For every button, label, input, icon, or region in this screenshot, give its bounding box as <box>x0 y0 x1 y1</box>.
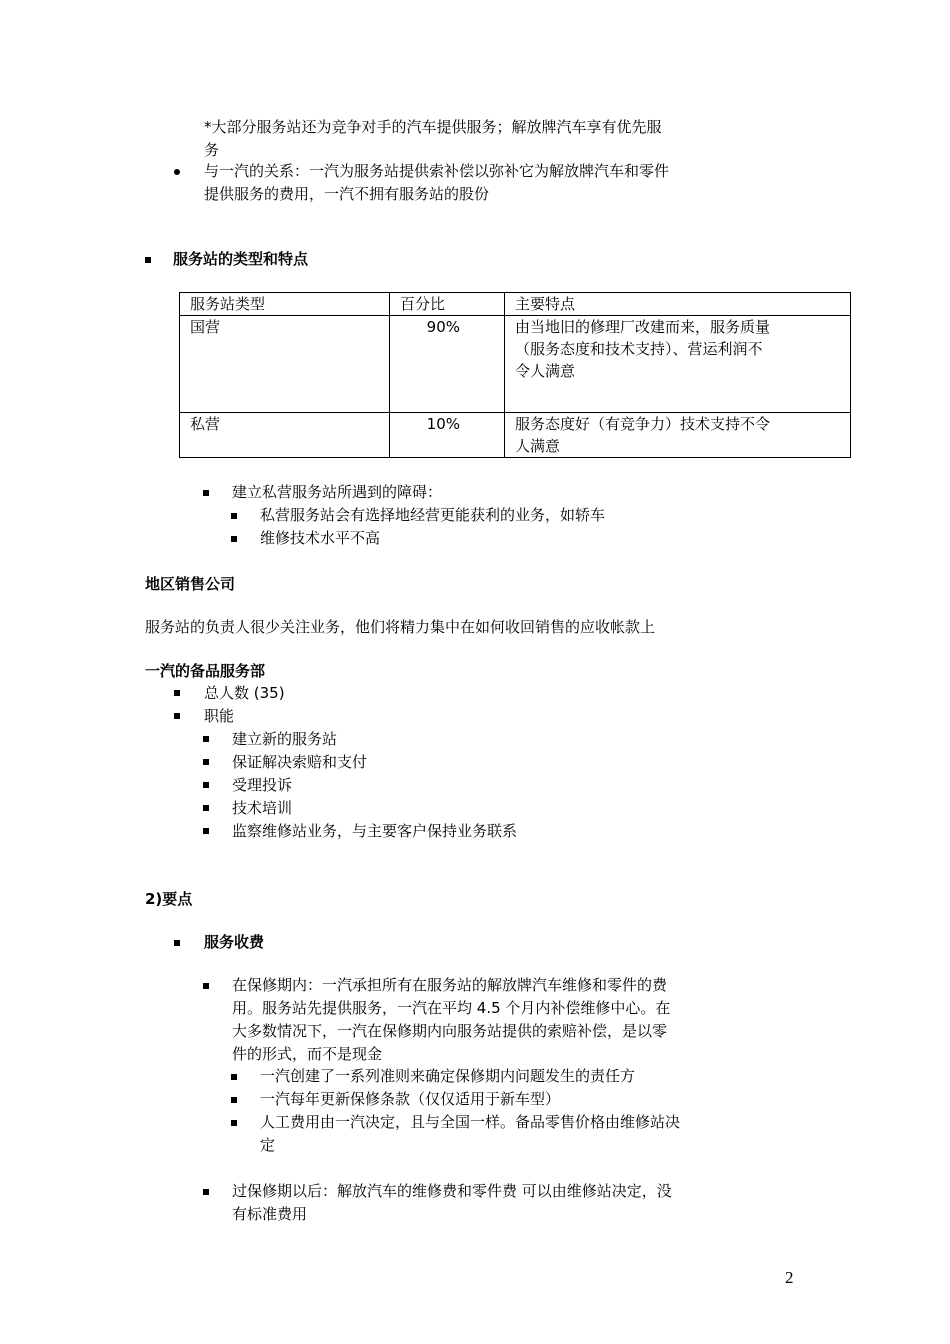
list-item: 受理投诉 <box>232 776 293 794</box>
list-item: 人工费用由一汽决定，且与全国一样。备品零售价格由维修站决 定 <box>260 1113 681 1154</box>
bullet-square-icon <box>203 490 209 496</box>
list-item: 维修技术水平不高 <box>260 529 381 547</box>
bullet-square-icon <box>203 759 209 765</box>
headcount: 总人数 (35) <box>204 684 285 702</box>
list-item: 一汽创建了一系列准则来确定保修期内问题发生的责任方 <box>260 1067 636 1085</box>
types-heading: 服务站的类型和特点 <box>173 250 309 268</box>
bullet-square-icon <box>231 1074 237 1080</box>
parts-dept-heading: 一汽的备品服务部 <box>145 662 266 680</box>
bullet-square-icon <box>203 1189 209 1195</box>
list-item: 技术培训 <box>232 799 293 817</box>
bullet-square-icon <box>203 782 209 788</box>
bullet-square-icon <box>203 736 209 742</box>
table-header-row <box>180 293 851 316</box>
list-item: 监察维修站业务，与主要客户保持业务联系 <box>232 822 518 840</box>
warranty-paragraph: 在保修期内：一汽承担所有在服务站的解放牌汽车维修和零件的费 用。服务站先提供服务，一汽在平均 4.5 个月内补偿维修中心。在 大多数情况下，一汽在保修期内向服务站提供的索赔补偿，是以零 件的形式，而不是现金 <box>232 976 671 1063</box>
list-item: 保证解决索赔和支付 <box>232 753 368 771</box>
page-number: 2 <box>785 1268 794 1287</box>
table-cell-pct: 90% <box>390 316 505 413</box>
bullet-square-icon <box>231 1097 237 1103</box>
regional-heading: 地区销售公司 <box>145 575 236 593</box>
fees-heading: 服务收费 <box>204 933 265 951</box>
bullet-square-icon <box>203 828 209 834</box>
list-item: 私营服务站会有选择地经营更能获利的业务，如轿车 <box>260 506 606 524</box>
list-item: 一汽每年更新保修条款（仅仅适用于新车型） <box>260 1090 561 1108</box>
relation-paragraph: 与一汽的关系：一汽为服务站提供索补偿以弥补它为解放牌汽车和零件 提供服务的费用，一汽不拥有服务站的股份 <box>204 162 670 203</box>
regional-text: 服务站的负责人很少关注业务，他们将精力集中在如何收回销售的应收帐款上 <box>145 618 656 636</box>
table-header-cell: 百分比 <box>390 293 505 316</box>
bullet-square-icon <box>231 1120 237 1126</box>
table-cell-pct: 10% <box>390 413 505 458</box>
service-station-types-table <box>179 292 851 458</box>
table-cell-features: 服务态度好（有竞争力）技术支持不令 人满意 <box>505 413 851 458</box>
table-cell-features: 由当地旧的修理厂改建而来，服务质量 （服务态度和技术支持）、营运利润不 令人满意 <box>505 316 851 413</box>
note-paragraph: *大部分服务站还为竞争对手的汽车提供服务；解放牌汽车享有优先服 务 <box>204 118 662 159</box>
bullet-square-icon <box>231 513 237 519</box>
table-cell-type: 私营 <box>180 413 390 458</box>
table-header-cell: 主要特点 <box>505 293 851 316</box>
bullet-square-icon <box>145 257 151 263</box>
bullet-square-icon <box>174 940 180 946</box>
obstacles-title: 建立私营服务站所遇到的障碍： <box>232 483 443 501</box>
bullet-square-icon <box>203 983 209 989</box>
bullet-square-icon <box>231 536 237 542</box>
table-row <box>180 413 851 458</box>
list-item: 建立新的服务站 <box>232 730 338 748</box>
bullet-dot-icon <box>174 169 180 175</box>
table-row <box>180 316 851 413</box>
table-header-cell: 服务站类型 <box>180 293 390 316</box>
bullet-square-icon <box>174 713 180 719</box>
table-cell-type: 国营 <box>180 316 390 413</box>
bullet-square-icon <box>203 805 209 811</box>
points-heading: 2)要点 <box>145 890 193 908</box>
post-warranty-paragraph: 过保修期以后：解放汽车的维修费和零件费 可以由维修站决定，没 有标准费用 <box>232 1182 672 1223</box>
functions-label: 职能 <box>204 707 235 725</box>
bullet-square-icon <box>174 690 180 696</box>
